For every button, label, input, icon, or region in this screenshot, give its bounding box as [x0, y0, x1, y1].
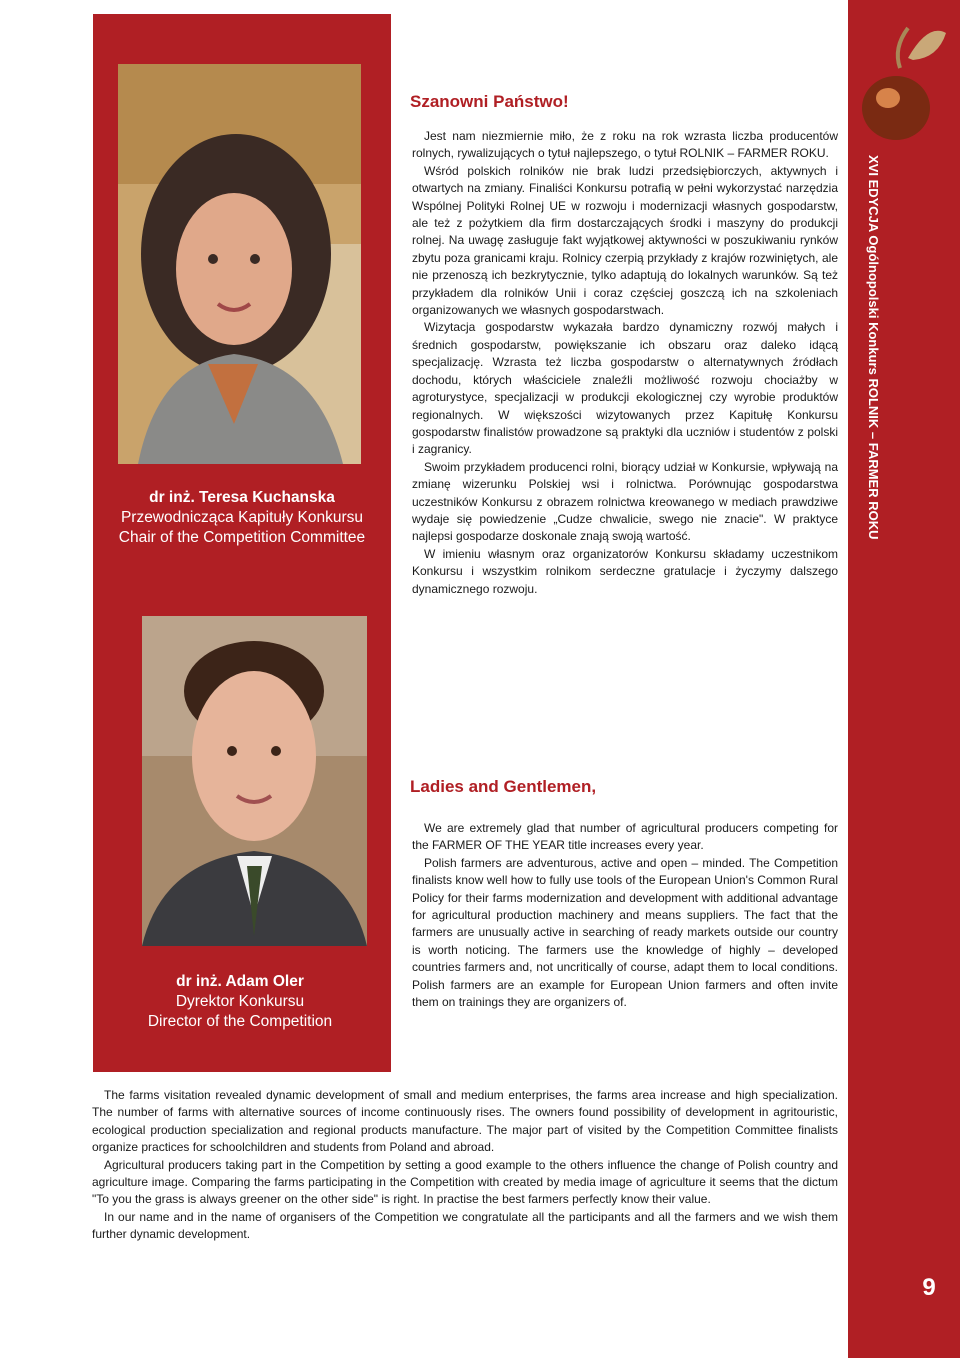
polish-paragraph: Swoim przykładem producenci rolni, biorący udział w Konkursie, wpływają na zmianę wizerunku Polskiej wsi i rolnictwa. Porównując gospodarstwa uczestników Konkursu z obrazem rolnictwa kreowanego w mediach prawdziwe wydaje się powiedzenie „Cudze chwalicie, swego nie znacie". W praktyce najlepsi gospodarze doskonale znają swoją wartość. [412, 459, 838, 544]
caption-director [125, 972, 355, 1032]
person-role-pl: Przewodnicząca Kapituły Konkursu [120, 509, 364, 526]
polish-text [412, 128, 838, 598]
english-paragraph: Polish farmers are adventurous, active and open – minded. The Competition finalists know well how to fully use tools of the European Union's Common Rural Policy for their farms modernization and development with additional advantage for agricultural production machinery and means suppliers. The fact that the farmers are unusually active in searching of ready markets outside our country is worth noticing. The farmers use the knowledge of highly – developed countries farmers and, not uncritically of course, adapt them to local conditions. Polish farmers are an example for European Union farmers and often invite them on trainings they are organizers of. [412, 855, 838, 1010]
person-role-en: Director of the Competition [147, 1013, 333, 1030]
english-paragraph: The farms visitation revealed dynamic development of small and medium enterprises, the farms area increase and high specialization. The number of farms with alternative sources of income continuously rises. The owners found possibility of development in agritouristic, ecological production specialization and regional products manufacture. The major part of visited by the Competition Committee finalists organize practices for schoolchildren and students from Poland and abroad. [92, 1088, 838, 1155]
heading-english: Ladies and Gentlemen, [410, 777, 597, 796]
english-paragraph: Agricultural producers taking part in the Competition by setting a good example to the others influence the change of Polish country and agriculture image. Comparing the farms participating in the Competition with created by media image of agriculture it seems that the dictum "To you the grass is always greener on the other side" is right. In practise the best farmers perfectly know their value. [92, 1157, 838, 1207]
page-number: 9 [922, 1274, 936, 1301]
heading-polish: Szanowni Państwo! [410, 92, 569, 111]
side-title [855, 155, 895, 615]
person-name: dr inż. Adam Oler [176, 973, 304, 990]
person-role-en: Chair of the Competition Committee [118, 529, 366, 546]
portrait-photo-chair [118, 64, 361, 464]
english-paragraph: In our name and in the name of organisers of the Competition we congratulate all the participants and all the farmers and we wish them further dynamic development. [92, 1209, 838, 1242]
person-role-pl: Dyrektor Konkursu [175, 993, 305, 1010]
english-text-continued [92, 1087, 838, 1244]
polish-paragraph: W imieniu własnym oraz organizatorów Konkursu składamy uczestnikom Konkursu i wszystkim rolnikom serdeczne gratulacje i życzymy dalszego dynamicznego rozwoju. [412, 546, 838, 596]
english-paragraph: We are extremely glad that number of agricultural producers competing for the FARMER OF THE YEAR title increases every year. [412, 821, 838, 853]
polish-paragraph: Wśród polskich rolników nie brak ludzi przedsiębiorczych, aktywnych i otwartych na zmiany. Finaliści Konkursu potrafią w pełni wykorzystać narzędzia Wspólnej Polityki Rolnej UE w rozwoju i modernizacji własnych gospodarstw, ale też z pożytkiem dla firm dostarczających środki i maszyny do produkcji rolnej. Na uwagę zasługuje fakt wyjątkowej aktywności w poszukiwaniu rynków zbytu poza granicami kraju. Rolnicy czerpią przykłady z krajów rozwiniętych, ale nie przenoszą ich bezkrytycznie, tylko adaptują do lokalnych warunków. Są też przykładem dla rolników Unii i coraz częściej goszczą ich na szkoleniach organizowanych we własnych gospodarstwach. [412, 163, 838, 318]
person-name: dr inż. Teresa Kuchanska [149, 489, 335, 506]
polish-paragraph: Wizytacja gospodarstw wykazała bardzo dynamiczny rozwój małych i średnich gospodarstw, powiększanie ich obszaru oraz daleko idącą specjalizację. Wzrasta też liczba gospodarstw o alternatywnych źródłach dochodu, których właściciele znaleźli możliwość rozwoju chociażby w agroturystyce, specjalizacji w produkcji ekologicznej czy wyrobie produktów regionalnych. W większości wizytowanych przez Kapitułę Konkursu gospodarstw finalistów prowadzone są praktyki dla uczniów i studentów z polski i zagranicy. [412, 320, 838, 457]
caption-chair [93, 488, 391, 548]
english-text [412, 820, 838, 1011]
side-title-text: XVI EDYCJA Ogólnopolski Konkurs ROLNIK – FARMER ROKU [866, 155, 881, 540]
apple-logo-icon [858, 18, 948, 148]
polish-paragraph: Jest nam niezmiernie miło, że z roku na rok wzrasta liczba producentów rolnych, rywalizujących o tytuł najlepszego, o tytuł ROLNIK – FARMER ROKU. [412, 129, 838, 161]
portrait-photo-director [142, 616, 367, 946]
